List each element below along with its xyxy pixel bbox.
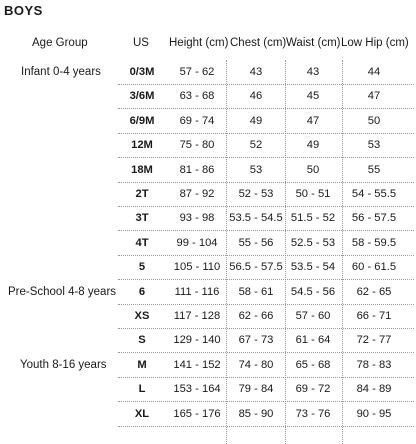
cell-waist: 73 - 76 xyxy=(295,407,331,420)
cell-chest: 46 xyxy=(249,90,263,103)
cell-us: 3/6M xyxy=(129,90,155,103)
cell-height: 129 - 140 xyxy=(173,334,221,347)
table-row xyxy=(0,406,416,422)
table-row xyxy=(0,113,416,129)
cell-chest: 79 - 84 xyxy=(238,383,274,396)
cell-waist: 61 - 64 xyxy=(295,334,331,347)
cell-us: 6/9M xyxy=(129,114,155,127)
cell-low-hip: 90 - 95 xyxy=(356,407,392,420)
age-group-label: Infant 0-4 years xyxy=(21,66,101,78)
cell-us: S xyxy=(138,334,146,347)
cell-chest: 52 xyxy=(249,139,263,152)
cell-us: 5 xyxy=(138,261,146,274)
row-divider xyxy=(118,426,414,427)
row-divider xyxy=(118,84,414,85)
cell-height: 165 - 176 xyxy=(173,407,221,420)
cell-height: 57 - 62 xyxy=(179,66,215,78)
cell-low-hip: 84 - 89 xyxy=(356,383,392,396)
cell-waist: 53.5 - 54 xyxy=(290,261,336,274)
chart-title: BOYS xyxy=(4,3,43,18)
cell-chest: 53.5 - 54.5 xyxy=(229,212,283,225)
table-row xyxy=(0,162,416,178)
cell-waist: 57 - 60 xyxy=(295,310,331,322)
cell-waist: 50 xyxy=(306,163,320,176)
cell-waist: 49 xyxy=(306,139,320,152)
cell-chest: 74 - 80 xyxy=(238,358,274,371)
cell-chest: 67 - 73 xyxy=(238,334,274,347)
cell-low-hip: 44 xyxy=(367,66,381,78)
table-row xyxy=(0,186,416,202)
cell-height: 93 - 98 xyxy=(179,212,215,225)
table-row xyxy=(0,137,416,153)
age-group-label: Youth 8-16 years xyxy=(20,358,107,371)
cell-height: 153 - 164 xyxy=(173,383,221,396)
cell-us: 12M xyxy=(131,139,153,152)
cell-low-hip: 66 - 71 xyxy=(356,310,392,322)
cell-low-hip: 55 xyxy=(367,163,381,176)
cell-chest: 58 - 61 xyxy=(238,285,274,298)
header-waist: Waist (cm) xyxy=(286,37,341,49)
cell-low-hip: 54 - 55.5 xyxy=(351,188,397,200)
table-row xyxy=(0,235,416,251)
row-divider xyxy=(118,279,414,280)
cell-chest: 85 - 90 xyxy=(238,407,274,420)
row-divider xyxy=(118,133,414,134)
header-us: US xyxy=(133,37,149,49)
cell-height: 105 - 110 xyxy=(173,261,221,274)
row-divider xyxy=(118,230,414,231)
age-group-label: Pre-School 4-8 years xyxy=(8,285,117,298)
row-divider xyxy=(118,304,414,305)
table-row xyxy=(0,64,416,80)
row-divider xyxy=(118,352,414,353)
header-chest: Chest (cm) xyxy=(230,37,287,49)
cell-height: 63 - 68 xyxy=(179,90,215,103)
row-divider xyxy=(118,401,414,402)
row-divider xyxy=(118,182,414,183)
cell-low-hip: 58 - 59.5 xyxy=(351,236,397,249)
cell-low-hip: 62 - 65 xyxy=(356,285,392,298)
cell-low-hip: 78 - 83 xyxy=(356,358,392,371)
cell-height: 117 - 128 xyxy=(173,310,221,322)
cell-low-hip: 47 xyxy=(367,90,381,103)
table-row xyxy=(0,308,416,324)
cell-chest: 53 xyxy=(249,163,263,176)
row-divider xyxy=(118,157,414,158)
header-age-group: Age Group xyxy=(32,37,88,49)
cell-waist: 51.5 - 52 xyxy=(290,212,336,225)
cell-waist: 43 xyxy=(306,66,320,78)
cell-us: XS xyxy=(134,310,150,322)
table-row xyxy=(0,284,416,300)
cell-waist: 69 - 72 xyxy=(295,383,331,396)
cell-chest: 49 xyxy=(249,114,263,127)
row-divider xyxy=(118,206,414,207)
cell-height: 81 - 86 xyxy=(179,163,215,176)
cell-us: 4T xyxy=(135,236,149,249)
cell-waist: 50 - 51 xyxy=(295,188,331,200)
table-row xyxy=(0,259,416,275)
header-low-hip: Low Hip (cm) xyxy=(341,37,409,49)
cell-us: 18M xyxy=(131,163,153,176)
cell-chest: 43 xyxy=(249,66,263,78)
cell-us: L xyxy=(138,383,146,396)
table-row xyxy=(0,332,416,348)
cell-height: 111 - 116 xyxy=(174,285,220,298)
cell-us: XL xyxy=(134,407,150,420)
row-divider xyxy=(118,108,414,109)
table-row xyxy=(0,381,416,397)
cell-height: 99 - 104 xyxy=(176,236,218,249)
cell-chest: 55 - 56 xyxy=(238,236,274,249)
cell-chest: 52 - 53 xyxy=(238,188,274,200)
cell-height: 69 - 74 xyxy=(179,114,215,127)
table-row xyxy=(0,210,416,226)
cell-height: 141 - 152 xyxy=(173,358,221,371)
cell-waist: 47 xyxy=(306,114,320,127)
row-divider xyxy=(118,255,414,256)
cell-low-hip: 56 - 57.5 xyxy=(351,212,397,225)
cell-chest: 56.5 - 57.5 xyxy=(229,261,283,274)
cell-us: 2T xyxy=(135,188,149,200)
cell-waist: 65 - 68 xyxy=(295,358,331,371)
cell-low-hip: 60 - 61.5 xyxy=(351,261,397,274)
row-divider xyxy=(118,328,414,329)
cell-us: 6 xyxy=(138,285,146,298)
cell-height: 75 - 80 xyxy=(179,139,215,152)
cell-low-hip: 72 - 77 xyxy=(356,334,392,347)
cell-us: 0/3M xyxy=(129,66,155,78)
table-row xyxy=(0,88,416,104)
cell-chest: 62 - 66 xyxy=(238,310,274,322)
cell-waist: 45 xyxy=(306,90,320,103)
cell-waist: 52.5 - 53 xyxy=(290,236,336,249)
cell-height: 87 - 92 xyxy=(179,188,215,200)
header-height: Height (cm) xyxy=(169,37,229,49)
cell-low-hip: 53 xyxy=(367,139,381,152)
cell-us: M xyxy=(137,358,147,371)
cell-low-hip: 50 xyxy=(367,114,381,127)
cell-us: 3T xyxy=(135,212,149,225)
table-row xyxy=(0,357,416,373)
cell-waist: 54.5 - 56 xyxy=(290,285,336,298)
row-divider xyxy=(118,377,414,378)
